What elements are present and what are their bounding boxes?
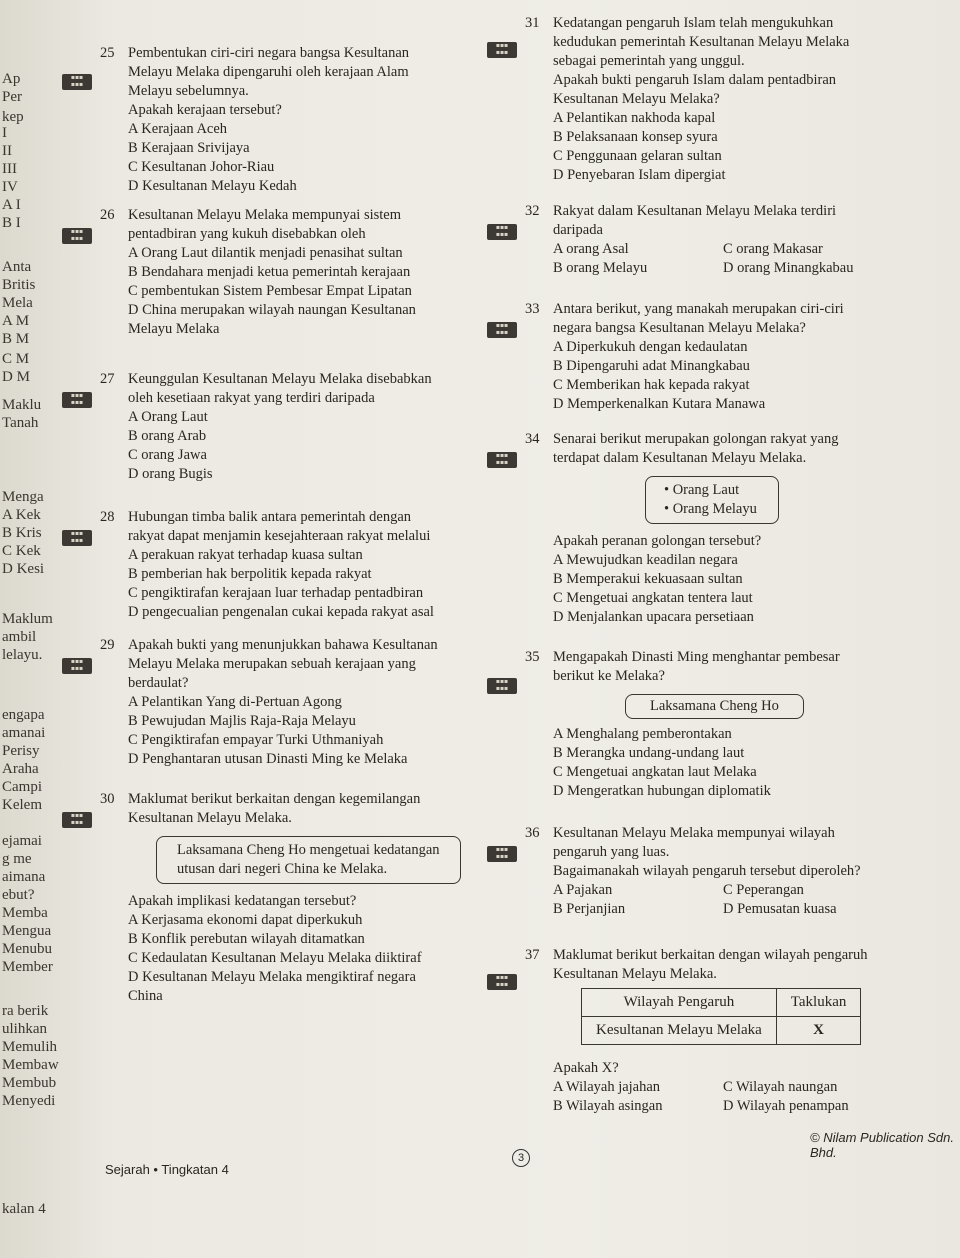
option-b[interactable]: B Dipengaruhi adat Minangkabau [553, 358, 750, 374]
option-d[interactable]: D Wilayah penampan [723, 1098, 849, 1114]
margin-fragment: Ap [2, 71, 21, 87]
margin-fragment: C Kek [2, 543, 41, 559]
option-d[interactable]: D Kesultanan Melayu Melaka mengiktiraf negara [128, 969, 416, 985]
margin-fragment: g me [2, 851, 32, 867]
option-c[interactable]: C Pengiktirafan empayar Turki Uthmaniyah [128, 732, 384, 748]
topic-badge-icon: ▪▪▪ ▪▪▪ [62, 530, 92, 546]
margin-fragment: III [2, 161, 17, 177]
margin-fragment: Perisy [2, 743, 40, 759]
option-a[interactable]: A Kerajaan Aceh [128, 121, 228, 137]
margin-fragment: ra berik [2, 1003, 49, 1019]
option-c[interactable]: C pembentukan Sistem Pembesar Empat Lipatan [128, 283, 412, 299]
option-b[interactable]: B Konflik perebutan wilayah ditamatkan [128, 931, 365, 947]
page-number: 3 [512, 1149, 530, 1167]
margin-fragment: Menyedi [2, 1093, 56, 1109]
option-a[interactable]: A Pelantikan nakhoda kapal [553, 110, 716, 126]
option-b[interactable]: B Memperakui kekuasaan sultan [553, 571, 743, 587]
margin-fragment: Kelem [2, 797, 42, 813]
question-34: ▪▪▪ ▪▪▪ 34 Senarai berikut merupakan golongan rakyat yang terdapat dalam Kesultanan Melayu Melaka. • Orang Laut • Orang Melayu Apakah peranan golongan tersebut? A Mewujudkan keadilan negara B Memperakui kekuasaan sultan C Mengetuai angkatan tentera laut D Menjalankan upacara persetiaan [525, 430, 915, 627]
option-d[interactable]: D orang Bugis [128, 466, 213, 482]
option-c[interactable]: C orang Makasar [723, 241, 823, 257]
margin-fragment: Mengua [2, 923, 52, 939]
option-b[interactable]: B Merangka undang-undang laut [553, 745, 745, 761]
topic-badge-icon: ▪▪▪ ▪▪▪ [487, 452, 517, 468]
topic-badge-icon: ▪▪▪ ▪▪▪ [62, 74, 92, 90]
option-c[interactable]: C orang Jawa [128, 447, 207, 463]
question-25 [70, 44, 490, 196]
option-d[interactable]: D Kesultanan Melayu Kedah [128, 178, 297, 194]
option-a[interactable]: A Wilayah jajahan [553, 1079, 661, 1095]
option-a[interactable]: A Pelantikan Yang di-Pertuan Agong [128, 694, 342, 710]
margin-fragment: Anta [2, 259, 32, 275]
question-33: ▪▪▪ ▪▪▪ 33 Antara berikut, yang manakah merupakan ciri-ciri negara bangsa Kesultanan Melayu Melaka? A Diperkukuh dengan kedaulatan B Dipengaruhi adat Minangkabau C Memberikan hak kepada rakyat D Memperkenalkan Kutara Manawa [525, 300, 915, 414]
topic-badge-icon: ▪▪▪ ▪▪▪ [487, 42, 517, 58]
publisher-credit: © Nilam Publication Sdn. Bhd. [810, 1130, 954, 1160]
margin-fragment: aimana [2, 869, 46, 885]
margin-fragment: Maklu [2, 397, 42, 413]
margin-fragment: engapa [2, 707, 45, 723]
topic-badge-icon: ▪▪▪ ▪▪▪ [487, 846, 517, 862]
topic-badge-icon: ▪▪▪ ▪▪▪ [62, 392, 92, 408]
margin-fragment: Mela [2, 295, 33, 311]
option-a[interactable]: A perakuan rakyat terhadap kuasa sultan [128, 547, 363, 563]
margin-fragment: ambil [2, 629, 37, 645]
option-d[interactable]: D Menjalankan upacara persetiaan [553, 609, 754, 625]
margin-fragment: kep [2, 109, 24, 125]
margin-fragment: I [2, 125, 7, 141]
option-c[interactable]: C Penggunaan gelaran sultan [553, 148, 722, 164]
stem: Pembentukan ciri-ciri negara bangsa Kesultanan Melayu Melaka dipengaruhi oleh kerajaan Alam Melayu sebelumnya. Apakah kerajaan tersebut? [128, 45, 410, 118]
margin-fragment: Per [2, 89, 22, 105]
subject-footer: Sejarah • Tingkatan 4 [105, 1162, 229, 1177]
topic-badge-icon: ▪▪▪ ▪▪▪ [487, 224, 517, 240]
option-a[interactable]: A Mewujudkan keadilan negara [553, 552, 738, 568]
option-d[interactable]: D Memperkenalkan Kutara Manawa [553, 396, 766, 412]
margin-fragment: Maklum [2, 611, 53, 627]
margin-fragment: A I [2, 197, 21, 213]
topic-badge-icon: ▪▪▪ ▪▪▪ [62, 812, 92, 828]
question-36: ▪▪▪ ▪▪▪ 36 Kesultanan Melayu Melaka mempunyai wilayah pengaruh yang luas. Bagaimanakah wilayah pengaruh tersebut diperoleh? A Pajakan C Peperangan B Perjanjian D Pemusatan kuasa [525, 824, 915, 919]
option-c[interactable]: C Mengetuai angkatan tentera laut [553, 590, 753, 606]
question-37: ▪▪▪ ▪▪▪ 37 Maklumat berikut berkaitan dengan wilayah pengaruh Kesultanan Melayu Melaka. Wilayah Pengaruh Taklukan Kesultanan Melayu Melaka X Apakah X? A Wilayah jajahan C Wilayah naungan B Wilayah asingan D Wilayah penampan [525, 946, 935, 1116]
margin-fragment: Membub [2, 1075, 57, 1091]
option-a[interactable]: A Diperkukuh dengan kedaulatan [553, 339, 748, 355]
topic-badge-icon: ▪▪▪ ▪▪▪ [487, 678, 517, 694]
topic-badge-icon: ▪▪▪ ▪▪▪ [62, 228, 92, 244]
option-c[interactable]: C Kesultanan Johor-Riau [128, 159, 275, 175]
margin-fragment: Menubu [2, 941, 52, 957]
margin-fragment: B Kris [2, 525, 42, 541]
topic-badge-icon: ▪▪▪ ▪▪▪ [487, 322, 517, 338]
question-31: ▪▪▪ ▪▪▪ 31 Kedatangan pengaruh Islam telah mengukuhkan kedudukan pemerintah Kesultanan Melayu Melaka sebagai pemerintah yang unggul. Apakah bukti pengaruh Islam dalam pentadbiran Kesultanan Melayu Melaka? A Pelantikan nakhoda kapal B Pelaksanaan konsep syura C Penggunaan gelaran sultan D Penyebaran Islam dipergiat [525, 14, 915, 185]
margin-fragment: ebut? [2, 887, 35, 903]
margin-fragment: A M [2, 313, 30, 329]
margin-fragment: Araha [2, 761, 39, 777]
option-c[interactable]: C Memberikan hak kepada rakyat [553, 377, 750, 393]
margin-fragment: Menga [2, 489, 44, 505]
margin-fragment: D M [2, 369, 30, 385]
option-c[interactable]: C Wilayah naungan [723, 1079, 838, 1095]
previous-page-edge [0, 0, 100, 1258]
margin-fragment: ejamai [2, 833, 42, 849]
option-b[interactable]: B Bendahara menjadi ketua pemerintah kerajaan [128, 264, 411, 280]
option-d[interactable]: D pengecualian pengenalan cukai kepada rakyat asal [128, 604, 434, 620]
margin-fragment: Britis [2, 277, 36, 293]
option-d[interactable]: D China merupakan wilayah naungan Kesultanan [128, 302, 416, 318]
question-26: ▪▪▪ ▪▪▪ 26 Kesultanan Melayu Melaka mempunyai sistem pentadbiran yang kukuh disebabkan oleh A Orang Laut dilantik menjadi penasihat sultan B Bendahara menjadi ketua pemerintah kerajaan C pembentukan Sistem Pembesar Empat Lipatan D China merupakan wilayah naungan Kesultanan Melayu Melaka [100, 206, 490, 339]
info-box: Laksamana Cheng Ho mengetuai kedatangan utusan dari negeri China ke Melaka. [156, 836, 490, 884]
option-a[interactable]: A Menghalang pemberontakan [553, 726, 732, 742]
question-27: ▪▪▪ ▪▪▪ 27 Keunggulan Kesultanan Melayu Melaka disebabkan oleh kesetiaan rakyat yang terdiri daripada A Orang Laut B orang Arab C orang Jawa D orang Bugis [100, 370, 490, 484]
question-35: ▪▪▪ ▪▪▪ 35 Mengapakah Dinasti Ming menghantar pembesar berikut ke Melaka? Laksamana Cheng Ho A Menghalang pemberontakan B Merangka undang-undang laut C Mengetuai angkatan laut Melaka D Mengeratkan hubungan diplomatik [525, 648, 915, 801]
margin-fragment: ulihkan [2, 1021, 47, 1037]
option-d[interactable]: D Pemusatan kuasa [723, 901, 837, 917]
option-d[interactable]: D Mengeratkan hubungan diplomatik [553, 783, 771, 799]
option-b[interactable]: B Kerajaan Srivijaya [128, 140, 250, 156]
margin-fragment: Memba [2, 905, 48, 921]
option-b[interactable]: B Wilayah asingan [553, 1098, 663, 1114]
option-d[interactable]: D Penyebaran Islam dipergiat [553, 167, 726, 183]
info-table: Wilayah Pengaruh Taklukan Kesultanan Melayu Melaka X [581, 988, 861, 1045]
question-28: ▪▪▪ ▪▪▪ 28 Hubungan timba balik antara pemerintah dengan rakyat dapat menjamin kesejahteraan rakyat melalui A perakuan rakyat terhadap kuasa sultan B pemberian hak berpolitik kepada rakyat C pengiktirafan kerajaan luar terhadap pentadbiran D pengecualian pengenalan cukai kepada rakyat asal [100, 508, 490, 622]
info-box: • Orang Laut • Orang Melayu [645, 476, 915, 524]
margin-fragment: Tanah [2, 415, 39, 431]
question-30: ▪▪▪ ▪▪▪ 30 Maklumat berikut berkaitan dengan kegemilangan Kesultanan Melayu Melaka. Laksamana Cheng Ho mengetuai kedatangan utusan dari negeri China ke Melaka. Apakah implikasi kedatangan tersebut? A Kerjasama ekonomi dapat diperkukuh B Konflik perebutan wilayah ditamatkan C Kedaulatan Kesultanan Melayu Melaka diiktiraf D Kesultanan Melayu Melaka mengiktiraf negara China [100, 790, 490, 1006]
option-b[interactable]: B orang Arab [128, 428, 207, 444]
question-29: ▪▪▪ ▪▪▪ 29 Apakah bukti yang menunjukkan bahawa Kesultanan Melayu Melaka merupakan sebuah kerajaan yang berdaulat? A Pelantikan Yang di-Pertuan Agong B Pewujudan Majlis Raja-Raja Melayu C Pengiktirafan empayar Turki Uthmaniyah D Penghantaran utusan Dinasti Ming ke Melaka [100, 636, 490, 769]
option-b[interactable]: B Pewujudan Majlis Raja-Raja Melayu [128, 713, 356, 729]
option-a[interactable]: A Kerjasama ekonomi dapat diperkukuh [128, 912, 363, 928]
option-c[interactable]: C Peperangan [723, 882, 804, 898]
margin-fragment: Member [2, 959, 53, 975]
topic-badge-icon: ▪▪▪ ▪▪▪ [487, 974, 517, 990]
margin-fragment: amanai [2, 725, 46, 741]
topic-badge-icon: ▪▪▪ ▪▪▪ [62, 658, 92, 674]
margin-fragment: IV [2, 179, 18, 195]
option-a[interactable]: A Orang Laut [128, 409, 208, 425]
option-a[interactable]: A Orang Laut dilantik menjadi penasihat sultan [128, 245, 403, 261]
option-b[interactable]: B orang Melayu [553, 260, 648, 276]
option-d[interactable]: D Penghantaran utusan Dinasti Ming ke Melaka [128, 751, 408, 767]
option-c[interactable]: C pengiktirafan kerajaan luar terhadap pentadbiran [128, 585, 424, 601]
margin-fragment: Memulih [2, 1039, 57, 1055]
margin-fragment: II [2, 143, 12, 159]
option-a[interactable]: A Pajakan [553, 882, 613, 898]
margin-fragment: Membaw [2, 1057, 59, 1073]
question-32: ▪▪▪ ▪▪▪ 32 Rakyat dalam Kesultanan Melayu Melaka terdiri daripada A orang Asal C orang Makasar B orang Melayu D orang Minangkabau [525, 202, 915, 278]
info-box: Laksamana Cheng Ho [625, 694, 915, 719]
margin-fragment: Campi [2, 779, 42, 795]
option-b[interactable]: B Pelaksanaan konsep syura [553, 129, 718, 145]
margin-fragment: B I [2, 215, 21, 231]
option-b[interactable]: B Perjanjian [553, 901, 626, 917]
option-b[interactable]: B pemberian hak berpolitik kepada rakyat [128, 566, 372, 582]
question-number: 25 [100, 45, 115, 61]
margin-fragment: C M [2, 351, 30, 367]
margin-fragment: lelayu. [2, 647, 43, 663]
margin-fragment: kalan 4 [2, 1201, 46, 1217]
margin-fragment: B M [2, 331, 30, 347]
margin-fragment: A Kek [2, 507, 41, 523]
margin-fragment: D Kesi [2, 561, 45, 577]
option-a[interactable]: A orang Asal [553, 241, 629, 257]
option-c[interactable]: C Kedaulatan Kesultanan Melayu Melaka diiktiraf [128, 950, 422, 966]
option-d[interactable]: D orang Minangkabau [723, 260, 854, 276]
option-c[interactable]: C Mengetuai angkatan laut Melaka [553, 764, 757, 780]
